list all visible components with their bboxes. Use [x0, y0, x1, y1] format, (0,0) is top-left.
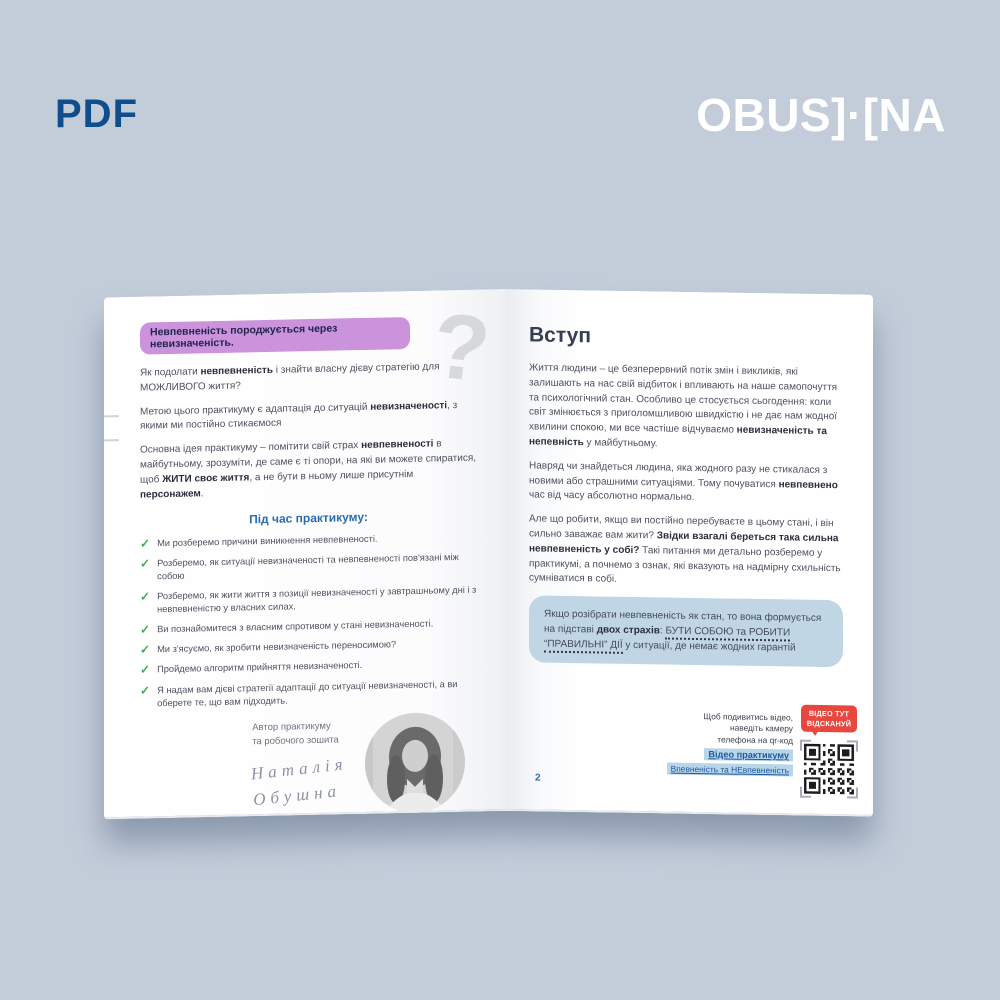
author-signature: Наталія Обушна	[250, 754, 349, 810]
pdf-label: PDF	[55, 92, 138, 136]
video-here-badge: ВІДЕО ТУТ ВІДСКАНУЙ	[801, 705, 857, 733]
checklist-item	[140, 637, 477, 657]
video-practicum-link[interactable]: Відео практикуму	[704, 748, 793, 761]
qr-block	[667, 703, 859, 799]
check-icon: ✓	[140, 536, 151, 552]
margin-dash	[104, 415, 119, 417]
paragraph: Метою цього практикуму є адаптація до ситуацій невизначеності, з якими ми постійно стикаємося	[140, 399, 458, 433]
qr-frame	[800, 740, 858, 799]
brand-logo: OBUS]·[NA	[696, 89, 946, 141]
checklist-item	[140, 617, 477, 637]
left-page	[104, 289, 505, 819]
checklist-item	[140, 551, 477, 584]
qr-instruction: Щоб подивитись відео, наведіть камеру телефона на qr-код	[703, 711, 793, 746]
check-icon: ✓	[140, 642, 151, 658]
author-label: Автор практикуму та робочого зошита	[252, 721, 339, 748]
checklist-item-label: Пройдемо алгоритм прийняття невизначеності.	[157, 660, 363, 675]
intro-title: Вступ	[529, 323, 592, 348]
check-icon: ✓	[140, 556, 151, 572]
paragraph: Основна ідея практикуму – помітити свій страх невпевненості в майбутньому, зрозуміти, де саме є ті опори, на які ви можете спиратися, щоб ЖИТИ своє життя, а не бути в ньому лише присутнім персонажем.	[140, 438, 477, 501]
author-block	[140, 711, 477, 818]
checklist-item-label: Розберемо, як ситуації невизначеності та невпевненості пов'язані між собою	[157, 552, 459, 582]
checklist	[140, 531, 477, 710]
book-spread	[104, 289, 873, 811]
checklist-item-label: Ми розберемо причини виникнення невпевненості.	[157, 534, 378, 549]
checklist-item	[140, 584, 477, 617]
paragraph: Життя людини – це безперервний потік змін і викликів, які залишають на нас свій відбиток і впливають на наше самопочуття та психологічний стан. Особливо це стосується сьогодення: коли світ змінюється з приголомшливою швидкістю і не дає нам жодної хвилини спокою, ми все частіше відчуваємо невизначеність та непевність у майбутньому.	[529, 362, 838, 450]
paragraph: Як подолати невпевненість і знайти власну дієву стратегію для МОЖЛИВОГО життя?	[140, 361, 440, 394]
author-photo	[365, 711, 465, 813]
highlight-title: Невпевненість породжується через невизначеність.	[140, 317, 410, 355]
check-icon: ✓	[140, 589, 151, 605]
right-page	[505, 289, 873, 817]
checklist-item	[140, 531, 477, 551]
page-number: 2	[535, 772, 541, 784]
info-box: Якщо розібрати невпевненість як стан, то вона формується на підставі двох страхів: БУТИ СОБОЮ та РОБИТИ “ПРАВИЛЬНІ” ДІЇ у ситуації, де немає жодних гарантій	[529, 596, 843, 668]
checklist-item-label: Ви познайомитеся з власним спротивом у стані невизначеності.	[157, 618, 434, 635]
question-mark-graphic: ?	[426, 294, 496, 402]
practicum-heading: Під час практикуму:	[249, 510, 368, 527]
check-icon: ✓	[140, 662, 151, 678]
checklist-item	[140, 657, 477, 677]
check-icon: ✓	[140, 682, 151, 698]
checklist-item-label: Я надам вам дієві стратегії адаптації до ситуації невизначеності, а ви оберете те, що вам підходить.	[157, 678, 458, 708]
paragraph: Але що робити, якщо ви постійно перебуваєте в цьому стані, і він сильно заважає вам жити? Звідки взагалі береться така сильна невпевненість у собі? Такі питання ми детально розберемо у практикумі, а почнемо з ознак, які вказують на надмірну схильність сумніватися в собі.	[529, 513, 841, 586]
checklist-item-label: Ми з'ясуємо, як зробити невизначеність переносимою?	[157, 639, 397, 655]
paragraph: Навряд чи знайдеться людина, яка жодного разу не стикалася з новими або страшними ситуаціями. Тому почуватися невпевнено час від часу абсолютно нормально.	[529, 460, 838, 504]
confidence-video-link[interactable]: Впевненість та НЕвпевненість	[667, 763, 793, 777]
check-icon: ✓	[140, 622, 151, 638]
checklist-item-label: Розберемо, як жити життя з позиції невизначеності у завтрашньому дні і з невпевненістю у власних силах.	[157, 585, 477, 615]
checklist-item	[140, 677, 477, 710]
margin-dash	[104, 439, 119, 441]
